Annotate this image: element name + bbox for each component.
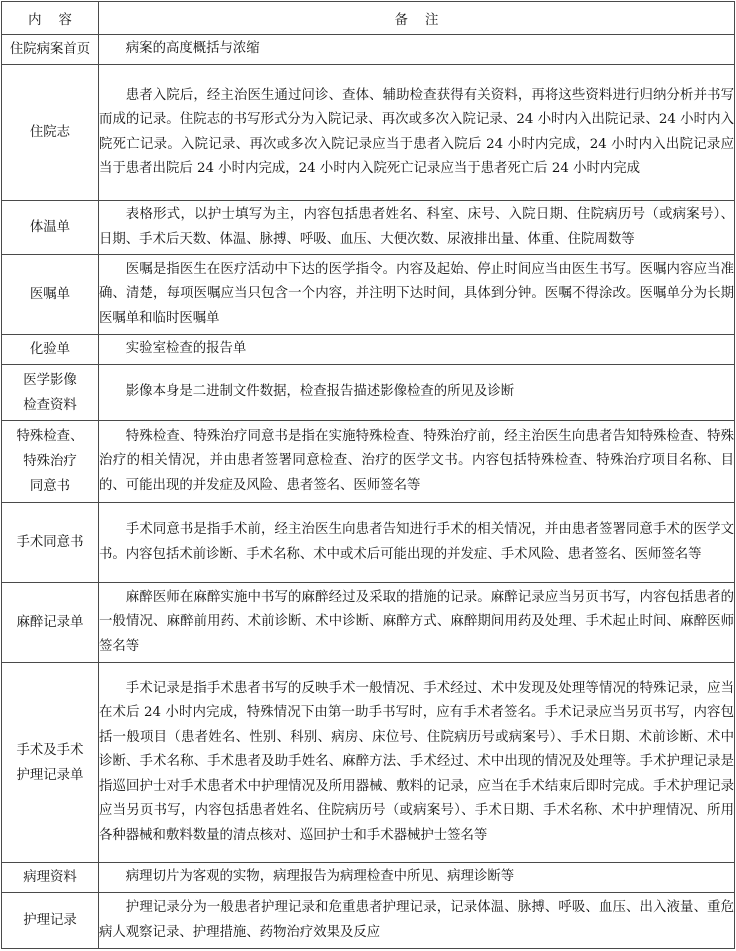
- medical-record-table: [1, 1, 735, 949]
- row-name: 医学影像 检查资料: [2, 365, 99, 421]
- header-content-label: 内 容: [28, 12, 72, 28]
- row-name: 特殊检查、 特殊治疗 同意书: [2, 421, 99, 503]
- table-row: [2, 583, 735, 663]
- row-name: 住院病案首页: [2, 35, 99, 65]
- row-note: 影像本身是二进制文件数据，检查报告描述影像检查的所见及诊断: [99, 365, 735, 421]
- table-row: [2, 863, 735, 893]
- row-name: 医嘱单: [2, 255, 99, 335]
- row-name: 化验单: [2, 335, 99, 365]
- table-row: [2, 65, 735, 201]
- row-name: 手术同意书: [2, 503, 99, 583]
- row-note: 患者入院后，经主治医生通过问诊、查体、辅助检查获得有关资料，再将这些资料进行归纳分析并书写而成的记录。住院志的书写形式分为入院记录、再次或多次入院记录、24 小时内入出院记录、24 小时内入院死亡记录。入院记录、再次或多次入院记录应当于患者入院后 24 小时内完成，24 小时内入出院记录应当于患者出院后 24 小时内完成，24 小时内入院死亡记录应当于患者死亡后 24 小时内完成: [99, 65, 735, 201]
- table-row: [2, 255, 735, 335]
- table-row: [2, 893, 735, 949]
- row-note: 麻醉医师在麻醉实施中书写的麻醉经过及采取的措施的记录。麻醉记录应当另页书写，内容包括患者的一般情况、麻醉前用药、术前诊断、术中诊断、麻醉方式、麻醉期间用药及处理、手术起止时间、麻醉医师签名等: [99, 583, 735, 663]
- table-row: [2, 365, 735, 421]
- table-row: [2, 421, 735, 503]
- row-name: 麻醉记录单: [2, 583, 99, 663]
- row-name: 护理记录: [2, 893, 99, 949]
- table-row: [2, 35, 735, 65]
- row-name: 体温单: [2, 201, 99, 255]
- row-note: 手术同意书是指手术前，经主治医生向患者告知进行手术的相关情况，并由患者签署同意手术的医学文书。内容包括术前诊断、手术名称、术中或术后可能出现的并发症、手术风险、患者签名、医师签名等: [99, 503, 735, 583]
- header-content: [2, 2, 99, 35]
- header-note: [99, 2, 735, 35]
- table-row: [2, 335, 735, 365]
- table-row: [2, 663, 735, 863]
- row-name: 病理资料: [2, 863, 99, 893]
- row-note: 实验室检查的报告单: [99, 335, 735, 365]
- table-row: [2, 201, 735, 255]
- row-note: 护理记录分为一般患者护理记录和危重患者护理记录，记录体温、脉搏、呼吸、血压、出入液量、重危病人观察记录、护理措施、药物治疗效果及反应: [99, 893, 735, 949]
- row-note: 病理切片为客观的实物，病理报告为病理检查中所见、病理诊断等: [99, 863, 735, 893]
- row-note: 医嘱是指医生在医疗活动中下达的医学指令。内容及起始、停止时间应当由医生书写。医嘱内容应当准确、清楚，每项医嘱应当只包含一个内容，并注明下达时间，具体到分钟。医嘱不得涂改。医嘱单分为长期医嘱单和临时医嘱单: [99, 255, 735, 335]
- header-note-label: 备 注: [394, 12, 439, 28]
- table-header-row: [2, 2, 735, 35]
- row-note: 手术记录是指手术患者书写的反映手术一般情况、手术经过、术中发现及处理等情况的特殊记录，应当在术后 24 小时内完成，特殊情况下由第一助手书写时，应有手术者签名。手术记录应当另页书写，内容包括一般项目（患者姓名、性别、科别、病房、床位号、住院病历号或病案号）、手术日期、术前诊断、术中诊断、手术名称、手术患者及助手姓名、麻醉方法、手术经过、术中出现的情况及处理等。手术护理记录是指巡回护士对手术患者术中护理情况及所用器械、敷料的记录，应当在手术结束后即时完成。手术护理记录应当另页书写，内容包括患者姓名、住院病历号（或病案号）、手术日期、手术名称、术中护理情况、所用各种器械和敷料数量的清点核对、巡回护士和手术器械护士签名等: [99, 663, 735, 863]
- row-name: 住院志: [2, 65, 99, 201]
- row-note: 特殊检查、特殊治疗同意书是指在实施特殊检查、特殊治疗前，经主治医生向患者告知特殊检查、特殊治疗的相关情况，并由患者签署同意检查、治疗的医学文书。内容包括特殊检查、特殊治疗项目名称、目的、可能出现的并发症及风险、患者签名、医师签名等: [99, 421, 735, 503]
- row-note: 表格形式，以护士填写为主，内容包括患者姓名、科室、床号、入院日期、住院病历号（或病案号）、日期、手术后天数、体温、脉搏、呼吸、血压、大便次数、尿液排出量、体重、住院周数等: [99, 201, 735, 255]
- row-name: 手术及手术 护理记录单: [2, 663, 99, 863]
- row-note: 病案的高度概括与浓缩: [99, 35, 735, 65]
- table-row: [2, 503, 735, 583]
